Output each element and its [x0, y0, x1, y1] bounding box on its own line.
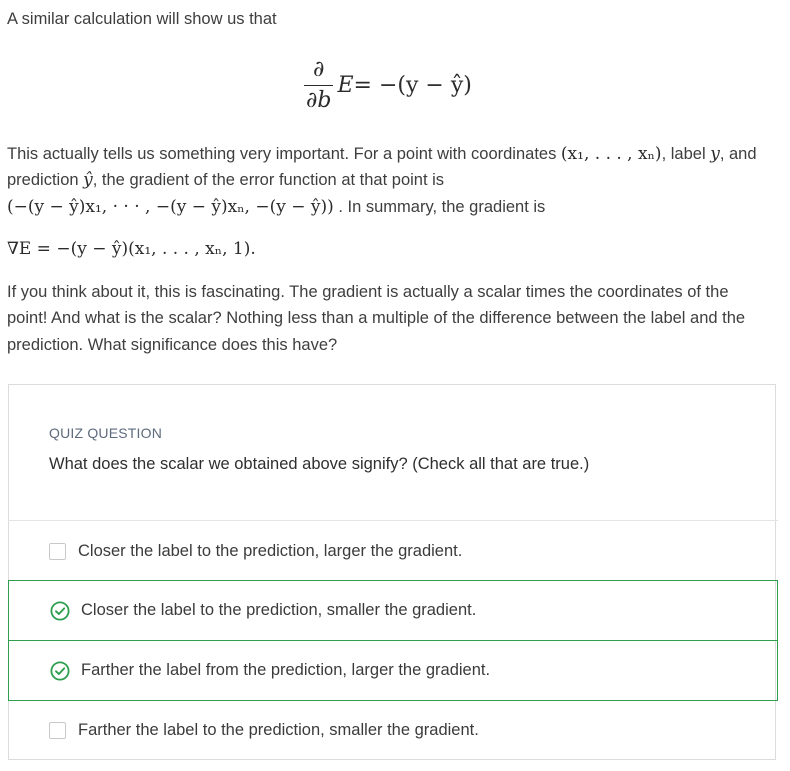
paragraph-2-line-1: If you think about it, this is fascinating. The gradient is actually a scalar times the coordinates of the	[7, 283, 729, 301]
p1-text-3: , and	[719, 145, 757, 163]
paragraph-1-line-3	[7, 194, 545, 220]
intro-text: A similar calculation will show us that	[7, 10, 277, 28]
p1-math-label: y	[710, 144, 720, 164]
p1-math-prediction: ŷ	[83, 170, 93, 190]
p1-text-5: , the gradient of the error function at that point is	[92, 171, 445, 189]
p1-text-1: This actually tells us something very important. For a point with coordinates	[7, 145, 561, 163]
fraction	[304, 58, 333, 113]
quiz-option-3[interactable]	[8, 640, 778, 701]
fraction-numerator: ∂	[313, 56, 325, 82]
paragraph-2-line-2: point! And what is the scalar? Nothing less than a multiple of the difference between the label and the	[7, 309, 746, 327]
check-circle-icon[interactable]	[50, 661, 70, 681]
paragraph-1-line-2	[7, 167, 444, 193]
quiz-header	[9, 385, 775, 521]
equation-rhs: = −(y − ŷ)	[353, 72, 472, 98]
quiz-option-label: Farther the label to the prediction, smaller the gradient.	[78, 721, 479, 739]
p1-text-4: prediction	[7, 171, 84, 189]
quiz-option-label: Farther the label from the prediction, larger the gradient.	[81, 661, 491, 679]
check-circle-icon[interactable]	[50, 601, 70, 621]
checkbox-icon[interactable]	[49, 543, 66, 560]
partial-derivative-equation	[304, 50, 472, 120]
paragraph-1-line-1	[7, 141, 757, 167]
quiz-label: QUIZ QUESTION	[49, 425, 163, 441]
quiz-option-label: Closer the label to the prediction, larger the gradient.	[78, 541, 463, 560]
checkbox-icon[interactable]	[49, 722, 66, 739]
quiz-option-4[interactable]	[8, 700, 778, 761]
quiz-option-label: Closer the label to the prediction, smaller the gradient.	[81, 601, 477, 619]
quiz-question: What does the scalar we obtained above signify? (Check all that are true.)	[49, 455, 590, 473]
p1-math-coords: (x₁, . . . , xₙ)	[560, 144, 662, 164]
fraction-denominator: ∂b	[304, 85, 333, 113]
p1-text-6: . In summary, the gradient is	[333, 198, 546, 216]
quiz-option-1[interactable]	[8, 520, 778, 581]
quiz-card	[8, 384, 776, 760]
quiz-option-2[interactable]	[8, 580, 778, 641]
paragraph-2-line-3: prediction. What significance does this have?	[7, 336, 338, 354]
p1-math-gradient: (−(y − ŷ)x₁, · · · , −(y − ŷ)xₙ, −(y − ŷ))	[7, 197, 334, 217]
p1-text-2: , label	[661, 145, 711, 163]
gradient-equation: ∇E = −(y − ŷ)(x₁, . . . , xₙ, 1).	[7, 239, 256, 259]
equation-variable: E	[337, 72, 354, 98]
